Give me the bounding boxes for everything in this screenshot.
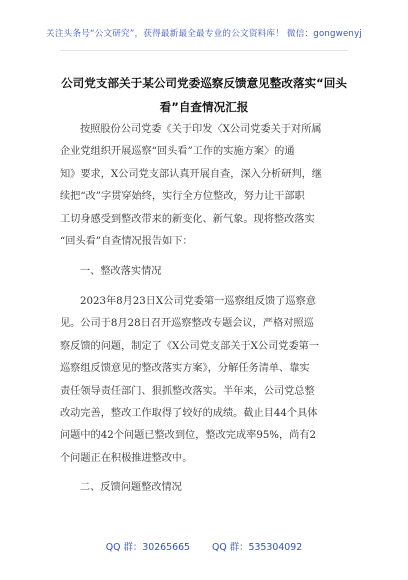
paragraph-line: 问题中的42个问题已整改到位，整改完成率95%，尚有2 — [60, 430, 317, 442]
footer-qq-group-2: QQ 群：535304092 — [212, 542, 303, 553]
section1-paragraph — [60, 291, 352, 470]
document-title-line-1: 公司党支部关于某公司党委巡察反馈意见整改落实“回头 — [61, 76, 347, 90]
paragraph-line: 个问题正在积极推进整改中。 — [60, 452, 193, 464]
footer-qq-group-1: QQ 群：30265665 — [105, 542, 191, 553]
intro-paragraph — [60, 119, 352, 253]
document-title — [50, 71, 358, 119]
paragraph-line: 改动完善，整改工作取得了较好的成绩。截止目44个具体 — [60, 408, 318, 420]
paragraph-line: “回头看”自查情况报告如下： — [60, 236, 193, 248]
footer-contact — [0, 539, 408, 553]
header-divider — [60, 50, 348, 51]
section-heading-2: 二、反馈问题整改情况 — [80, 482, 182, 493]
paragraph-line: 察反馈的问题，制定了《X公司党支部关于X公司党委第一 — [60, 340, 320, 352]
paragraph-line: 企业党组织开展巡察“回头看”工作的实施方案〉的通 — [60, 146, 295, 158]
paragraph-line: 知》要求，X公司党支部认真开展自查，深入分析研判，继 — [60, 168, 322, 180]
paragraph-line: 责任领导责任部门、狠抓整改落实。半年来，公司党总整 — [60, 385, 315, 397]
paragraph-line: 巡察组反馈意见的整改落实方案》，分解任务清单、靠实 — [60, 363, 310, 375]
section-heading-1: 一、整改落实情况 — [80, 266, 162, 277]
paragraph-line: 见。公司于8月28日召开巡察整改专题会议，严格对照巡 — [60, 318, 314, 330]
paragraph-line: 按照股份公司党委《关于印发〈X公司党委关于对所属 — [80, 124, 322, 135]
paragraph-line: 续把“改”字贯穿始终，实行全方位整改，努力让干部职 — [60, 191, 305, 203]
paragraph-line: 工切身感受到整改带来的新变化、新气象。现将整改落实 — [60, 213, 315, 225]
header-banner: 关注头条号“公文研究”，获得最新最全最专业的公文资料库！ 微信：gongwenyj — [46, 29, 362, 39]
document-title-line-2: 看”自查情况汇报 — [159, 100, 249, 114]
paragraph-line: 2023年8月23日X公司党委第一巡察组反馈了巡察意 — [80, 296, 316, 307]
